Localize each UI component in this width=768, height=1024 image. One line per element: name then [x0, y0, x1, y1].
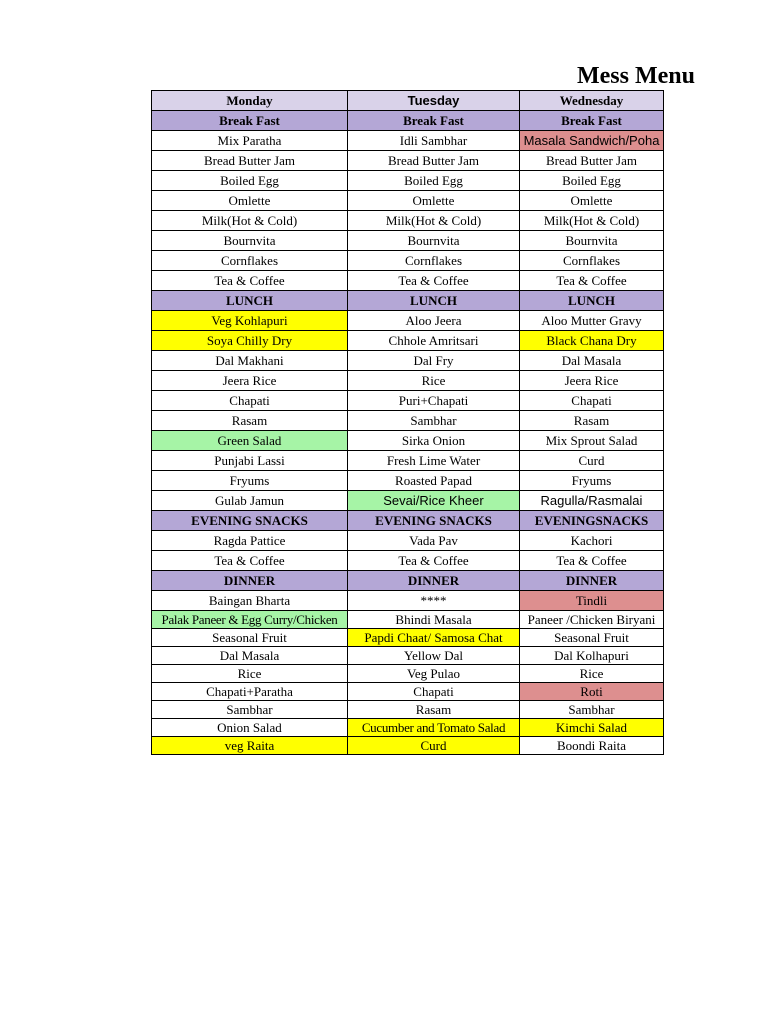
- menu-cell: Sambhar: [520, 701, 664, 719]
- menu-cell: Kachori: [520, 531, 664, 551]
- menu-cell: Curd: [520, 451, 664, 471]
- menu-cell: Tea & Coffee: [520, 551, 664, 571]
- menu-cell: Omlette: [152, 191, 348, 211]
- menu-cell: Tindli: [520, 591, 664, 611]
- menu-cell: Seasonal Fruit: [152, 629, 348, 647]
- menu-cell: Rasam: [520, 411, 664, 431]
- menu-cell: Bournvita: [348, 231, 520, 251]
- menu-cell: Veg Kohlapuri: [152, 311, 348, 331]
- section-label: LUNCH: [348, 291, 520, 311]
- menu-cell: Boiled Egg: [520, 171, 664, 191]
- menu-cell: Mix Paratha: [152, 131, 348, 151]
- menu-cell: Rasam: [152, 411, 348, 431]
- menu-row: [152, 629, 664, 647]
- menu-cell: Papdi Chaat/ Samosa Chat: [348, 629, 520, 647]
- menu-cell: Sevai/Rice Kheer: [348, 491, 520, 511]
- menu-cell: Soya Chilly Dry: [152, 331, 348, 351]
- menu-cell: Dal Masala: [152, 647, 348, 665]
- menu-cell: Vada Pav: [348, 531, 520, 551]
- menu-cell: Fresh Lime Water: [348, 451, 520, 471]
- menu-cell: Boiled Egg: [348, 171, 520, 191]
- menu-cell: Cornflakes: [520, 251, 664, 271]
- menu-cell: Fryums: [152, 471, 348, 491]
- menu-row: [152, 191, 664, 211]
- section-row-evening-snacks: [152, 511, 664, 531]
- menu-cell: Seasonal Fruit: [520, 629, 664, 647]
- menu-cell: Dal Kolhapuri: [520, 647, 664, 665]
- menu-row: [152, 683, 664, 701]
- menu-row: [152, 171, 664, 191]
- menu-row: [152, 431, 664, 451]
- menu-cell: Puri+Chapati: [348, 391, 520, 411]
- menu-cell: Chhole Amritsari: [348, 331, 520, 351]
- section-label: DINNER: [520, 571, 664, 591]
- menu-cell: Ragda Pattice: [152, 531, 348, 551]
- menu-cell: Milk(Hot & Cold): [152, 211, 348, 231]
- menu-row: [152, 737, 664, 755]
- menu-cell: Bournvita: [520, 231, 664, 251]
- menu-cell: Black Chana Dry: [520, 331, 664, 351]
- day-header-tuesday: Tuesday: [348, 91, 520, 111]
- menu-row: [152, 231, 664, 251]
- menu-cell: Green Salad: [152, 431, 348, 451]
- menu-cell: Idli Sambhar: [348, 131, 520, 151]
- menu-cell: Milk(Hot & Cold): [348, 211, 520, 231]
- menu-cell: Sirka Onion: [348, 431, 520, 451]
- section-label: Break Fast: [152, 111, 348, 131]
- menu-cell: Dal Masala: [520, 351, 664, 371]
- section-label: EVENINGSNACKS: [520, 511, 664, 531]
- day-header-row: [152, 91, 664, 111]
- menu-cell: Omlette: [348, 191, 520, 211]
- menu-cell: veg Raita: [152, 737, 348, 755]
- menu-cell: Aloo Jeera: [348, 311, 520, 331]
- menu-row: [152, 411, 664, 431]
- menu-cell: Chapati: [520, 391, 664, 411]
- menu-row: [152, 211, 664, 231]
- menu-cell: Sambhar: [348, 411, 520, 431]
- menu-cell: Kimchi Salad: [520, 719, 664, 737]
- section-label: EVENING SNACKS: [152, 511, 348, 531]
- section-label: Break Fast: [520, 111, 664, 131]
- section-row-breakfast: [152, 111, 664, 131]
- menu-cell: Dal Fry: [348, 351, 520, 371]
- menu-cell: Curd: [348, 737, 520, 755]
- menu-cell: Rice: [348, 371, 520, 391]
- menu-row: [152, 491, 664, 511]
- menu-row: [152, 531, 664, 551]
- menu-row: [152, 591, 664, 611]
- menu-cell: Chapati: [152, 391, 348, 411]
- menu-row: [152, 391, 664, 411]
- section-label: EVENING SNACKS: [348, 511, 520, 531]
- section-label: DINNER: [348, 571, 520, 591]
- menu-row: [152, 701, 664, 719]
- menu-row: [152, 611, 664, 629]
- menu-cell: Tea & Coffee: [152, 551, 348, 571]
- menu-cell: Veg Pulao: [348, 665, 520, 683]
- menu-cell: Ragulla/Rasmalai: [520, 491, 664, 511]
- section-label: LUNCH: [520, 291, 664, 311]
- menu-cell: Cornflakes: [152, 251, 348, 271]
- menu-cell: Cornflakes: [348, 251, 520, 271]
- menu-cell: Rice: [152, 665, 348, 683]
- menu-cell: Roasted Papad: [348, 471, 520, 491]
- menu-cell: Chapati: [348, 683, 520, 701]
- menu-cell: ****: [348, 591, 520, 611]
- menu-cell: Boondi Raita: [520, 737, 664, 755]
- page-title: Mess Menu: [577, 63, 695, 89]
- menu-cell: Tea & Coffee: [348, 551, 520, 571]
- menu-cell: Cucumber and Tomato Salad: [348, 719, 520, 737]
- menu-cell: Chapati+Paratha: [152, 683, 348, 701]
- day-header-monday: Monday: [152, 91, 348, 111]
- menu-row: [152, 371, 664, 391]
- menu-cell: Gulab Jamun: [152, 491, 348, 511]
- menu-cell: Rice: [520, 665, 664, 683]
- menu-cell: Yellow Dal: [348, 647, 520, 665]
- menu-cell: Punjabi Lassi: [152, 451, 348, 471]
- menu-row: [152, 647, 664, 665]
- section-label: DINNER: [152, 571, 348, 591]
- menu-row: [152, 551, 664, 571]
- menu-cell: Tea & Coffee: [520, 271, 664, 291]
- menu-cell: Baingan Bharta: [152, 591, 348, 611]
- menu-row: [152, 131, 664, 151]
- menu-row: [152, 665, 664, 683]
- menu-cell: Jeera Rice: [520, 371, 664, 391]
- menu-cell: Bread Butter Jam: [520, 151, 664, 171]
- menu-row: [152, 451, 664, 471]
- menu-row: [152, 151, 664, 171]
- menu-cell: Rasam: [348, 701, 520, 719]
- menu-cell: Mix Sprout Salad: [520, 431, 664, 451]
- menu-cell: Bread Butter Jam: [348, 151, 520, 171]
- menu-cell: Boiled Egg: [152, 171, 348, 191]
- day-header-wednesday: Wednesday: [520, 91, 664, 111]
- menu-cell: Milk(Hot & Cold): [520, 211, 664, 231]
- section-row-lunch: [152, 291, 664, 311]
- menu-cell: Bournvita: [152, 231, 348, 251]
- menu-cell: Aloo Mutter Gravy: [520, 311, 664, 331]
- menu-cell: Tea & Coffee: [348, 271, 520, 291]
- menu-cell: Dal Makhani: [152, 351, 348, 371]
- section-label: LUNCH: [152, 291, 348, 311]
- menu-row: [152, 271, 664, 291]
- menu-cell: Palak Paneer & Egg Curry/Chicken: [152, 611, 348, 629]
- menu-cell: Paneer /Chicken Biryani: [520, 611, 664, 629]
- section-label: Break Fast: [348, 111, 520, 131]
- mess-menu-table: [151, 90, 664, 755]
- menu-cell: Jeera Rice: [152, 371, 348, 391]
- menu-cell: Bread Butter Jam: [152, 151, 348, 171]
- menu-cell: Omlette: [520, 191, 664, 211]
- menu-cell: Bhindi Masala: [348, 611, 520, 629]
- menu-row: [152, 351, 664, 371]
- menu-row: [152, 331, 664, 351]
- menu-cell: Onion Salad: [152, 719, 348, 737]
- menu-row: [152, 719, 664, 737]
- menu-cell: Fryums: [520, 471, 664, 491]
- menu-row: [152, 311, 664, 331]
- menu-cell: Roti: [520, 683, 664, 701]
- menu-cell: Sambhar: [152, 701, 348, 719]
- menu-cell: Masala Sandwich/Poha: [520, 131, 664, 151]
- menu-row: [152, 471, 664, 491]
- menu-cell: Tea & Coffee: [152, 271, 348, 291]
- section-row-dinner: [152, 571, 664, 591]
- menu-row: [152, 251, 664, 271]
